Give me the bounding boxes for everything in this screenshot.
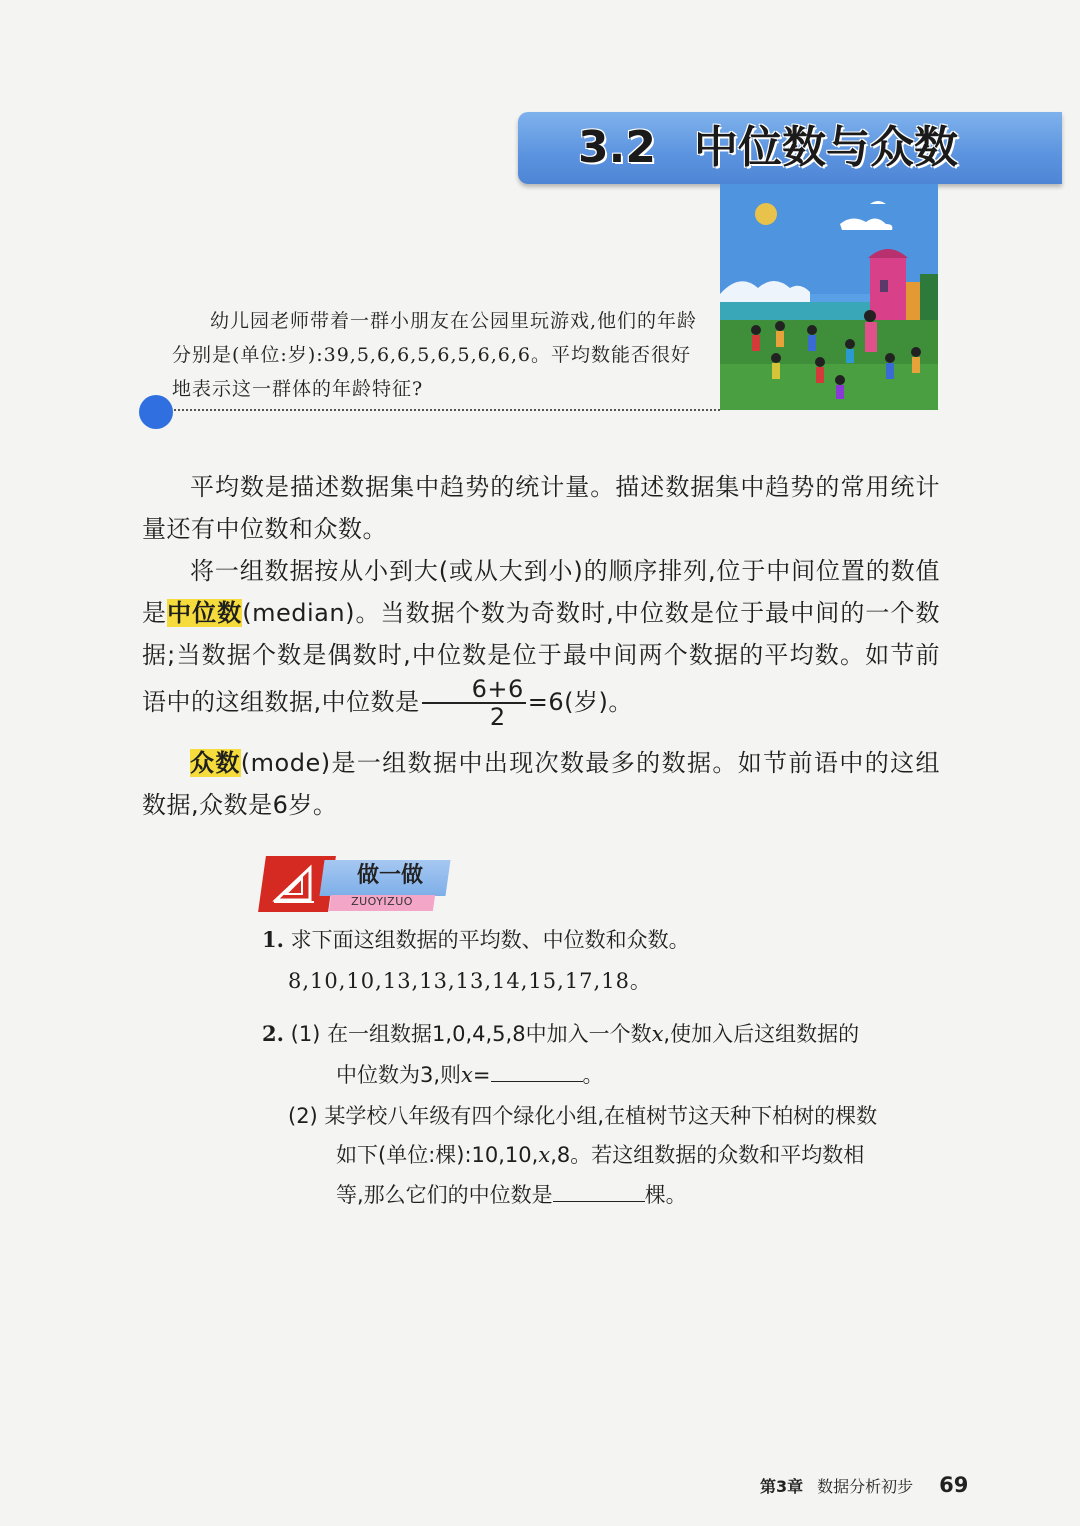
fraction-denominator: 2	[489, 703, 506, 731]
exercise-2-part-1-line-1	[262, 1014, 942, 1054]
body-paragraph-2	[142, 550, 940, 730]
exercise-2-part-1-text-a: 在一组数据1,0,4,5,8中加入一个数	[327, 1022, 652, 1046]
term-mode: 众数	[190, 749, 241, 777]
exercise-1	[262, 920, 942, 960]
exercise-2-number: 2.	[262, 1021, 284, 1046]
exercise-1-data: 8,10,10,13,13,13,14,15,17,18。	[288, 969, 652, 993]
exercise-2-part-2-text-c: ,8。若这组数据的众数和平均数相	[550, 1143, 865, 1167]
intro-marker	[139, 395, 173, 429]
equals-sign: =	[472, 1063, 491, 1087]
variable-x: x	[538, 1143, 551, 1167]
term-median: 中位数	[167, 599, 243, 627]
exercise-2-part-2-text-d: 等,那么它们的中位数是	[336, 1183, 553, 1207]
footer-chapter-title: 数据分析初步	[817, 1477, 914, 1496]
p2-text-a: 将一组数据按从小到大(或从大到小)的顺序排列,位于中间位置的数值是	[142, 557, 940, 627]
fraction	[422, 676, 526, 730]
page-number: 69	[939, 1473, 969, 1497]
exercise-2-part-2-text-a: 某学校八年级有四个绿化小组,在植树节这天种下柏树的棵数	[324, 1104, 878, 1128]
exercise-2-part-1-line-2	[336, 1055, 936, 1095]
exercise-2-part-1-label: (1)	[290, 1022, 321, 1046]
exercise-2-part-2-text-e: 棵。	[644, 1183, 687, 1207]
exercise-2-part-1-text-b: ,使加入后这组数据的	[663, 1022, 860, 1046]
body-paragraph-3	[142, 742, 940, 826]
variable-x: x	[651, 1022, 664, 1046]
period: 。	[582, 1063, 604, 1087]
exercise-2-part-1-text-c: 中位数为3,则	[336, 1063, 462, 1087]
exercise-2-part-2-label: (2)	[288, 1104, 318, 1128]
activity-title: 做一做	[356, 863, 423, 888]
exercise-2-part-2-text-b: 如下(单位:棵):10,10,	[336, 1143, 539, 1167]
exercise-2-part-2-line-1	[288, 1096, 942, 1136]
footer-chapter: 第3章	[760, 1477, 804, 1496]
answer-blank-2[interactable]	[553, 1177, 645, 1202]
park-illustration	[720, 184, 938, 410]
exercise-1-text: 求下面这组数据的平均数、中位数和众数。	[290, 928, 690, 952]
section-number: 3.2	[578, 122, 656, 173]
fraction-numerator: 6+6	[422, 676, 526, 704]
activity-subtitle: ZUOYIZUO	[351, 895, 413, 908]
p2-text-b: (median)。当数据个数为奇数时,中位数是位于最中间的一个数据;当数据个数是偶数时,中位数是位于最中间两个数据的平均数。如节前语中的这组数据,中位数是	[142, 599, 941, 716]
body-paragraph-1: 平均数是描述数据集中趋势的统计量。描述数据集中趋势的常用统计量还有中位数和众数。	[142, 473, 940, 543]
p3-text: (mode)是一组数据中出现次数最多的数据。如节前语中的这组数据,众数是6岁。	[142, 749, 941, 819]
ruler-triangle-icon	[270, 862, 320, 906]
intro-divider	[174, 409, 720, 411]
p2-text-c: =6(岁)。	[527, 688, 633, 716]
exercise-2-part-2-line-2	[336, 1135, 942, 1175]
exercise-1-number: 1.	[262, 927, 284, 952]
variable-x: x	[461, 1063, 473, 1087]
section-title	[578, 118, 958, 178]
page-footer	[760, 1470, 1060, 1500]
answer-blank-1[interactable]	[491, 1057, 583, 1082]
intro-paragraph: 幼儿园老师带着一群小朋友在公园里玩游戏,他们的年龄分别是(单位:岁):39,5,6,6,5,6,5,6,6,6。平均数能否很好地表示这一群体的年龄特征?	[172, 310, 698, 400]
section-title-text: 中位数与众数	[693, 122, 958, 173]
exercise-2-part-2-line-3	[336, 1175, 942, 1215]
